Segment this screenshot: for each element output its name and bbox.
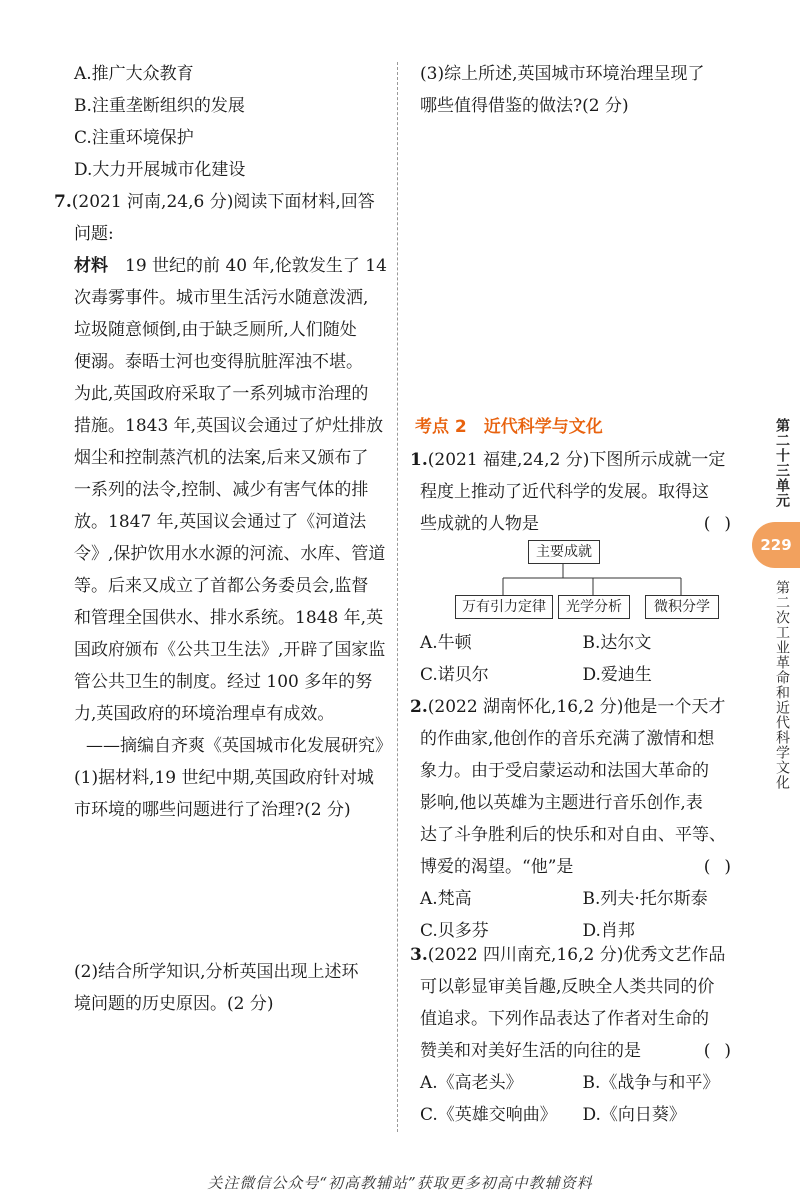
subquestion-2: 境问题的历史原因。(2 分) <box>74 994 274 1014</box>
option-c: C.诺贝尔 <box>420 665 489 685</box>
material-line: 和管理全国供水、排水系统。1848 年,英 <box>74 608 384 628</box>
material-line: 措施。1843 年,英国议会通过了炉灶排放 <box>74 416 384 436</box>
subquestion-3: (3)综上所述,英国城市环境治理呈现了 <box>420 64 705 84</box>
question-1 <box>410 444 745 540</box>
question-text: (2022 湖南怀化,16,2 分)他是一个天才 <box>427 697 726 717</box>
question-text: 些成就的人物是 <box>420 514 539 534</box>
option-a: A.梵高 <box>420 889 472 909</box>
answer-blank: () <box>703 857 745 877</box>
question-1-options <box>420 627 745 691</box>
material-line: 令》,保护饮用水水源的河流、水库、管道 <box>74 544 386 564</box>
option-b: B.达尔文 <box>582 633 652 653</box>
subquestion-1: 市环境的哪些问题进行了治理?(2 分) <box>74 800 351 820</box>
material-first-line <box>64 250 390 282</box>
section-title: 考点 2 近代科学与文化 <box>415 417 603 437</box>
option-d: D.大力开展城市化建设 <box>74 160 246 180</box>
answer-space <box>64 826 390 956</box>
answer-blank: () <box>703 514 745 534</box>
option-c: C.《英雄交响曲》 <box>420 1105 557 1125</box>
material-line: 放。1847 年,英国议会通过了《河道法 <box>74 512 367 532</box>
question-text: 的作曲家,他创作的音乐充满了激情和想 <box>420 729 715 749</box>
question-number: 3. <box>410 945 428 965</box>
question-text: 可以彰显审美旨趣,反映全人类共同的价 <box>420 977 715 997</box>
question-text: 赞美和对美好生活的向往的是 <box>420 1041 641 1061</box>
material-text: 19 世纪的前 40 年,伦敦发生了 14 <box>125 256 387 276</box>
question-text: 博爱的渴望。“他”是 <box>420 857 574 877</box>
question-text: (2022 四川南充,16,2 分)优秀文艺作品 <box>427 945 726 965</box>
option-b: B.列夫·托尔斯泰 <box>582 889 708 909</box>
subquestion-1: (1)据材料,19 世纪中期,英国政府针对城 <box>74 768 374 788</box>
material-line: 力,英国政府的环境治理卓有成效。 <box>74 704 335 724</box>
option-c: C.注重环境保护 <box>74 128 194 148</box>
option-a: A.牛顿 <box>420 633 472 653</box>
question-number: 7. <box>54 192 72 212</box>
diagram-root: 主要成就 <box>528 540 600 564</box>
material-line: 为此,英国政府采取了一系列城市治理的 <box>74 384 369 404</box>
material-line: 管公共卫生的制度。经过 100 多年的努 <box>74 672 373 692</box>
right-column <box>410 58 745 122</box>
subquestion-2: (2)结合所学知识,分析英国出现上述环 <box>74 962 359 982</box>
question-number: 1. <box>410 450 428 470</box>
material-line: 垃圾随意倾倒,由于缺乏厕所,人们随处 <box>74 320 357 340</box>
subquestion-3: 哪些值得借鉴的做法?(2 分) <box>420 96 629 116</box>
question-text: 象力。由于受启蒙运动和法国大革命的 <box>420 761 709 781</box>
option-d: D.肖邦 <box>582 921 635 941</box>
material-line: 等。后来又成立了首都公务委员会,监督 <box>74 576 369 596</box>
footer-note: 关注微信公众号“初高教辅站”获取更多初高中教辅资料 <box>207 1174 593 1192</box>
option-b: B.《战争与和平》 <box>582 1073 720 1093</box>
question-2 <box>410 691 745 947</box>
question-3 <box>410 939 745 1131</box>
question-text: 程度上推动了近代科学的发展。取得这 <box>420 482 709 502</box>
diagram-node: 光学分析 <box>558 595 630 619</box>
material-label: 材料 <box>74 256 108 276</box>
option-a: A.推广大众教育 <box>74 64 194 84</box>
option-d: D.《向日葵》 <box>582 1105 686 1125</box>
option-c: C.贝多芬 <box>420 921 489 941</box>
page-number: 229 <box>752 522 800 568</box>
unit-title: 第二十三单元 <box>774 418 790 508</box>
question-text: 影响,他以英雄为主题进行音乐创作,表 <box>420 793 703 813</box>
chapter-title: 第二次工业革命和近代科学文化 <box>774 580 790 790</box>
answer-blank: () <box>703 1041 745 1061</box>
question-number: 2. <box>410 697 428 717</box>
option-b: B.注重垄断组织的发展 <box>74 96 245 116</box>
question-text: 达了斗争胜利后的快乐和对自由、平等、 <box>420 825 726 845</box>
achievements-diagram <box>425 540 725 620</box>
material-line: 便溺。泰晤士河也变得肮脏浑浊不堪。 <box>74 352 363 372</box>
diagram-node: 微积分学 <box>645 595 719 619</box>
material-line: 一系列的法令,控制、减少有害气体的排 <box>74 480 369 500</box>
question-text: (2021 福建,24,2 分)下图所示成就一定 <box>427 450 726 470</box>
material-source: ——摘编自齐爽《英国城市化发展研究》 <box>86 736 392 756</box>
column-divider <box>397 62 398 1132</box>
question-7-head <box>54 186 390 218</box>
question-text: (2021 河南,24,6 分)阅读下面材料,回答 <box>71 192 375 212</box>
diagram-node: 万有引力定律 <box>455 595 553 619</box>
material-line: 国政府颁布《公共卫生法》,开辟了国家监 <box>74 640 386 660</box>
left-column <box>54 58 392 1020</box>
option-a: A.《高老头》 <box>420 1073 523 1093</box>
material-line: 烟尘和控制蒸汽机的法案,后来又颁布了 <box>74 448 369 468</box>
question-text: 值追求。下列作品表达了作者对生命的 <box>420 1009 709 1029</box>
option-d: D.爱迪生 <box>582 665 652 685</box>
question-text: 问题: <box>74 224 114 244</box>
material-line: 次毒雾事件。城市里生活污水随意泼洒, <box>74 288 369 308</box>
